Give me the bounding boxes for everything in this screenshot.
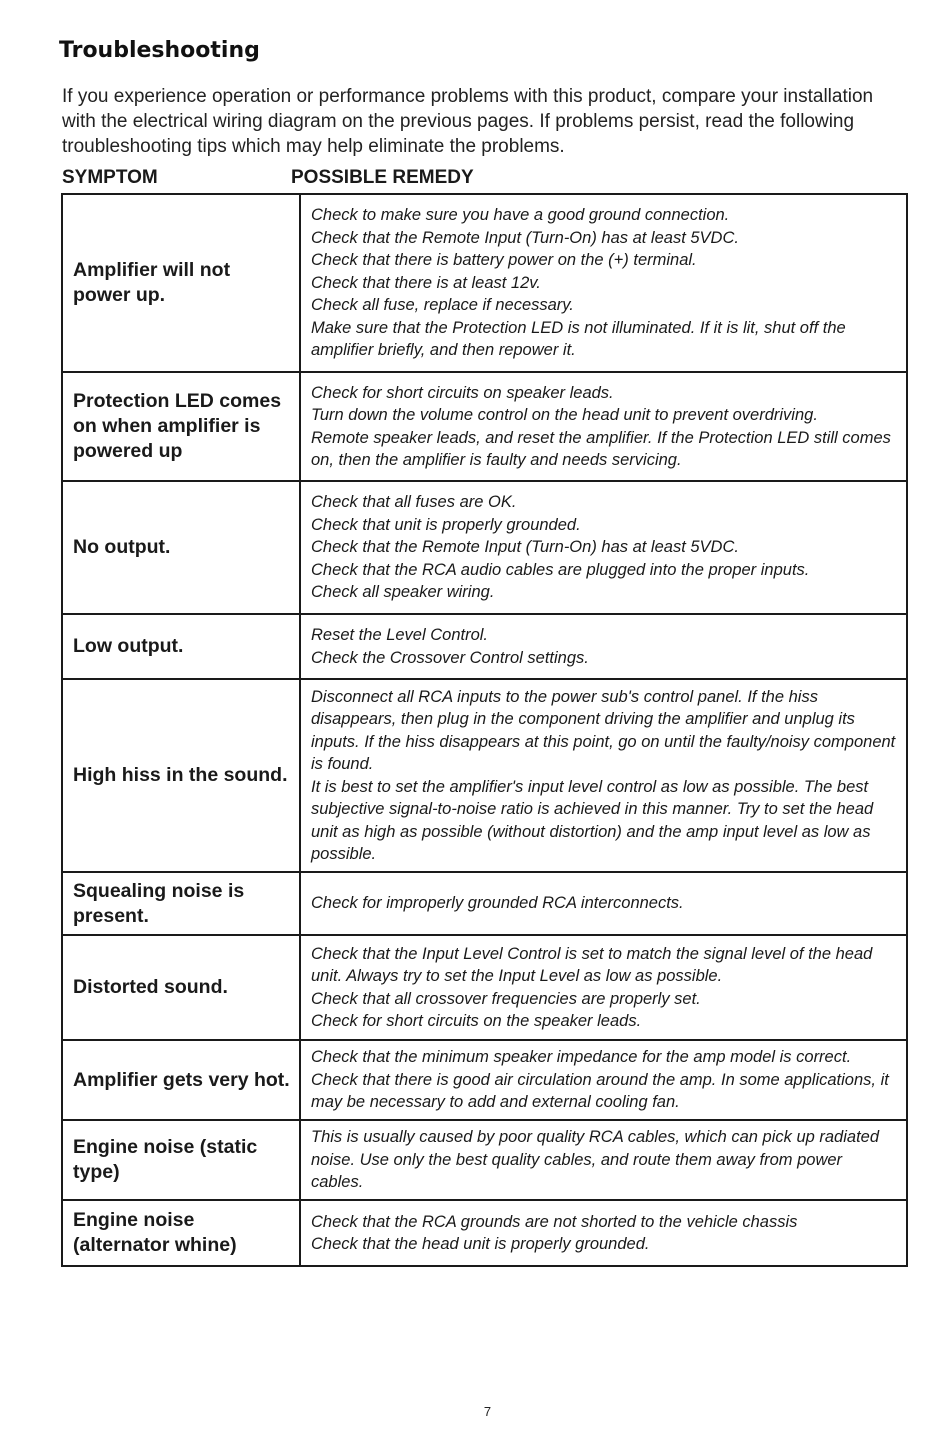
symptom-cell: Engine noise (alternator whine) bbox=[62, 1200, 300, 1266]
table-row bbox=[62, 614, 907, 679]
symptom-cell: Distorted sound. bbox=[62, 935, 300, 1040]
table-row bbox=[62, 1120, 907, 1200]
page-title: Troubleshooting bbox=[59, 38, 260, 63]
table-row bbox=[62, 481, 907, 614]
symptom-cell: Squealing noise is present. bbox=[62, 872, 300, 935]
symptom-cell: Low output. bbox=[62, 614, 300, 679]
remedy-cell: Check for short circuits on speaker leads. Turn down the volume control on the head unit to prevent overdriving. Remote speaker leads, and reset the amplifier. If the Protection LED still comes on, then the amplifier is faulty and needs servicing. bbox=[300, 372, 907, 481]
table-row bbox=[62, 1040, 907, 1120]
intro-paragraph: If you experience operation or performance problems with this product, compare your installation with the electrical wiring diagram on the previous pages. If problems persist, read the following troubleshooting tips which may help eliminate the problems. bbox=[62, 86, 874, 157]
remedy-cell: Check that the Input Level Control is set to match the signal level of the head unit. Always try to set the Input Level as low as possible. Check that all crossover frequencies are properly set. Check for short circuits on the speaker leads. bbox=[300, 935, 907, 1040]
table-row bbox=[62, 935, 907, 1040]
remedy-cell: Check to make sure you have a good ground connection. Check that the Remote Input (Turn-On) has at least 5VDC. Check that there is battery power on the (+) terminal. Check that there is at least 12v. Check all fuse, replace if necessary. Make sure that the Protection LED is not illuminated. If it is lit, shut off the amplifier briefly, and then repower it. bbox=[300, 194, 907, 372]
table-row bbox=[62, 1200, 907, 1266]
symptom-cell: Protection LED comes on when amplifier is powered up bbox=[62, 372, 300, 481]
table-row bbox=[62, 194, 907, 372]
symptom-cell: Amplifier gets very hot. bbox=[62, 1040, 300, 1120]
troubleshooting-table bbox=[61, 193, 908, 1267]
remedy-column-header: POSSIBLE REMEDY bbox=[291, 167, 474, 188]
page-number: 7 bbox=[483, 1404, 492, 1419]
remedy-cell: Check for improperly grounded RCA interconnects. bbox=[300, 872, 907, 935]
remedy-cell: Check that the minimum speaker impedance for the amp model is correct. Check that there is good air circulation around the amp. In some applications, it may be necessary to add and external cooling fan. bbox=[300, 1040, 907, 1120]
remedy-cell: Reset the Level Control. Check the Crossover Control settings. bbox=[300, 614, 907, 679]
table-row bbox=[62, 872, 907, 935]
symptom-cell: High hiss in the sound. bbox=[62, 679, 300, 872]
table-row bbox=[62, 372, 907, 481]
symptom-cell: Amplifier will not power up. bbox=[62, 194, 300, 372]
symptom-cell: No output. bbox=[62, 481, 300, 614]
remedy-cell: Disconnect all RCA inputs to the power sub's control panel. If the hiss disappears, then plug in the component driving the amplifier and unplug its inputs. If the hiss disappears at this point, go on until the faulty/noisy component is found. It is best to set the amplifier's input level control as low as possible. The best subjective signal-to-noise ratio is achieved in this manner. Try to set the head unit as high as possible (without distortion) and the amp input level as low as possible. bbox=[300, 679, 907, 872]
symptom-cell: Engine noise (static type) bbox=[62, 1120, 300, 1200]
remedy-cell: Check that the RCA grounds are not shorted to the vehicle chassis Check that the head unit is properly grounded. bbox=[300, 1200, 907, 1266]
symptom-column-header: SYMPTOM bbox=[62, 167, 158, 188]
table-row bbox=[62, 679, 907, 872]
remedy-cell: This is usually caused by poor quality RCA cables, which can pick up radiated noise. Use only the best quality cables, and route them away from power cables. bbox=[300, 1120, 907, 1200]
remedy-cell: Check that all fuses are OK. Check that unit is properly grounded. Check that the Remote Input (Turn-On) has at least 5VDC. Check that the RCA audio cables are plugged into the proper inputs. Check all speaker wiring. bbox=[300, 481, 907, 614]
